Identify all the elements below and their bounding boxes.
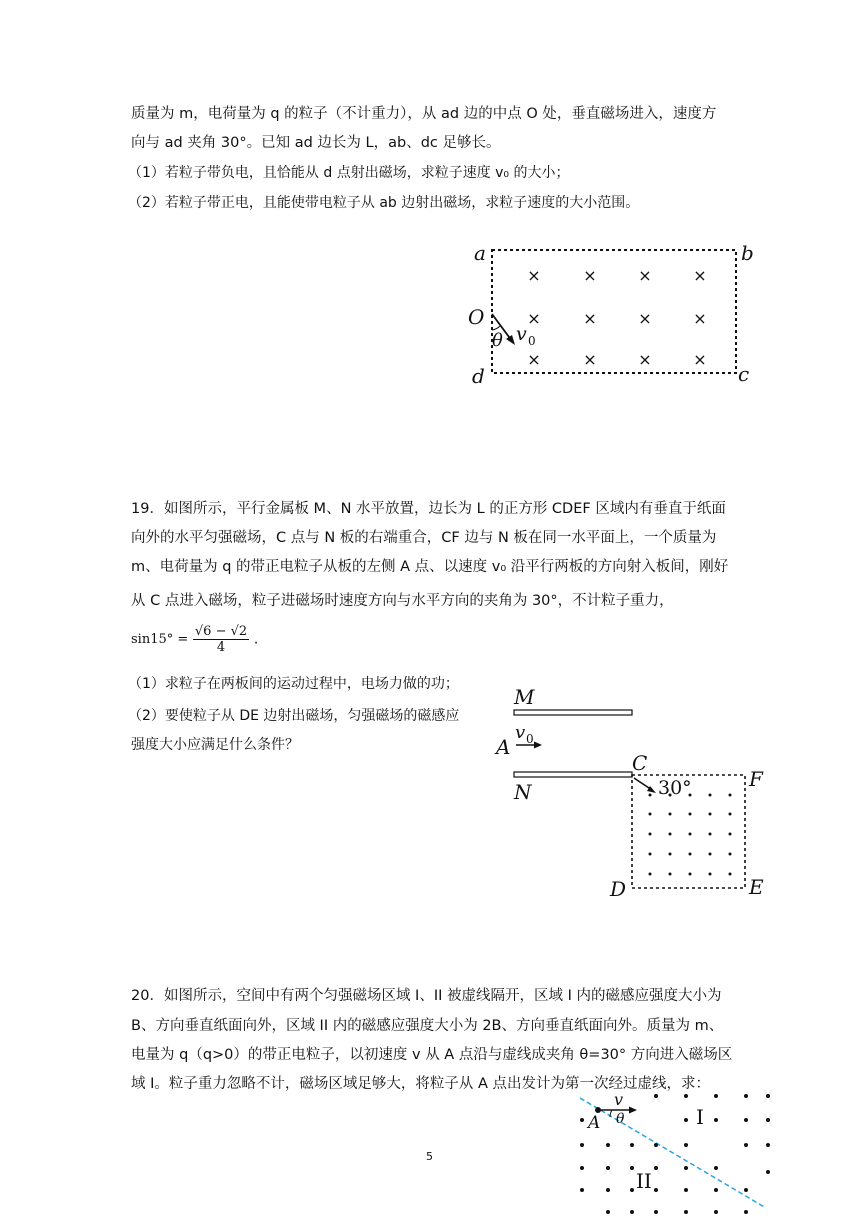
cross-mark: × — [527, 309, 541, 328]
cross-mark: × — [583, 350, 597, 369]
cross-mark: × — [583, 309, 597, 328]
q19-part-2-cont: 强度大小应满足什么条件？ — [131, 737, 299, 753]
label-theta: θ — [616, 1111, 625, 1127]
region-II-label: II — [636, 1169, 652, 1193]
label-E: E — [749, 875, 764, 899]
q19-text-line-3: m、电荷量为 q 的带正电粒子从板的左侧 A 点、以速度 v₀ 沿平行两板的方向射入板间，刚好 — [131, 559, 729, 575]
q20-diagram — [568, 1090, 860, 1216]
q20-text-line-1: 20．如图所示，空间中有两个匀强磁场区域 I、II 被虚线隔开，区域 I 内的磁感应强度大小为 — [131, 988, 722, 1004]
q19-formula — [131, 624, 258, 655]
formula-end: . — [253, 631, 259, 648]
q19-diagram — [490, 682, 780, 902]
page-number: 5 — [426, 1150, 433, 1163]
q18-text-line-2: 向与 ad 夹角 30°。已知 ad 边长为 L，ab、dc 足够长。 — [131, 135, 501, 151]
label-a: a — [474, 241, 486, 265]
label-v: v — [614, 1090, 624, 1109]
q18-part-1: （1）若粒子带负电，且恰能从 d 点射出磁场，求粒子速度 v₀ 的大小； — [128, 165, 570, 181]
cross-mark: × — [638, 266, 652, 285]
cross-mark: × — [638, 350, 652, 369]
formula-numerator: √6 − √2 — [194, 624, 248, 639]
q18-part-2: （2）若粒子带正电，且能使带电粒子从 ab 边射出磁场，求粒子速度的大小范围。 — [128, 195, 640, 211]
formula-fraction — [193, 624, 249, 655]
q20-text-line-4: 域 I。粒子重力忽略不计，磁场区域足够大，将粒子从 A 点出发计为第一次经过虚线，求： — [131, 1076, 711, 1092]
q18-diagram — [462, 238, 762, 388]
q19-text-line-4: 从 C 点进入磁场，粒子进磁场时速度方向与水平方向的夹角为 30°，不计粒子重力， — [131, 593, 674, 609]
label-v0-sub: 0 — [528, 334, 536, 348]
cross-mark: × — [693, 309, 707, 328]
label-d: d — [472, 364, 485, 388]
label-A: A — [496, 735, 511, 759]
q20-text-line-2: B、方向垂直纸面向外，区域 II 内的磁感应强度大小为 2B、方向垂直纸面向外。质量为 m、 — [131, 1018, 724, 1034]
q19-text-line-1: 19．如图所示，平行金属板 M、N 水平放置，边长为 L 的正方形 CDEF 区域内有垂直于纸面 — [131, 501, 726, 517]
label-v0: v — [515, 722, 526, 743]
label-v0: v — [516, 323, 527, 345]
cross-mark: × — [693, 266, 707, 285]
cross-mark: × — [527, 350, 541, 369]
cross-mark: × — [638, 309, 652, 328]
q18-text-line-1: 质量为 m，电荷量为 q 的粒子（不计重力），从 ad 边的中点 O 处，垂直磁场进入，速度方 — [131, 106, 717, 122]
label-A: A — [588, 1113, 601, 1133]
label-F: F — [749, 767, 763, 791]
q19-text-line-2: 向外的水平匀强磁场，C 点与 N 板的右端重合，CF 边与 N 板在同一水平面上，一个质量为 — [131, 530, 717, 546]
label-c: c — [738, 362, 750, 386]
label-M: M — [514, 685, 535, 709]
cross-mark: × — [527, 266, 541, 285]
cross-mark: × — [693, 350, 707, 369]
formula-lhs: sin15° = — [131, 632, 189, 647]
label-D: D — [610, 877, 627, 901]
label-v0-sub: 0 — [526, 732, 534, 746]
formula-denominator: 4 — [216, 640, 226, 655]
q20-text-line-3: 电量为 q（q>0）的带正电粒子，以初速度 v 从 A 点沿与虚线成夹角 θ=30° 方向进入磁场区 — [131, 1047, 733, 1063]
label-C: C — [632, 751, 648, 775]
region-I-label: I — [696, 1105, 704, 1129]
cross-mark: × — [583, 266, 597, 285]
label-theta: θ — [492, 330, 503, 351]
label-O: O — [468, 305, 485, 329]
q19-part-1: （1）求粒子在两板间的运动过程中，电场力做的功； — [128, 676, 459, 692]
label-angle: 30° — [658, 777, 692, 799]
label-b: b — [741, 241, 754, 265]
q19-part-2: （2）要使粒子从 DE 边射出磁场，匀强磁场的磁感应 — [128, 708, 460, 724]
label-N: N — [514, 780, 532, 804]
